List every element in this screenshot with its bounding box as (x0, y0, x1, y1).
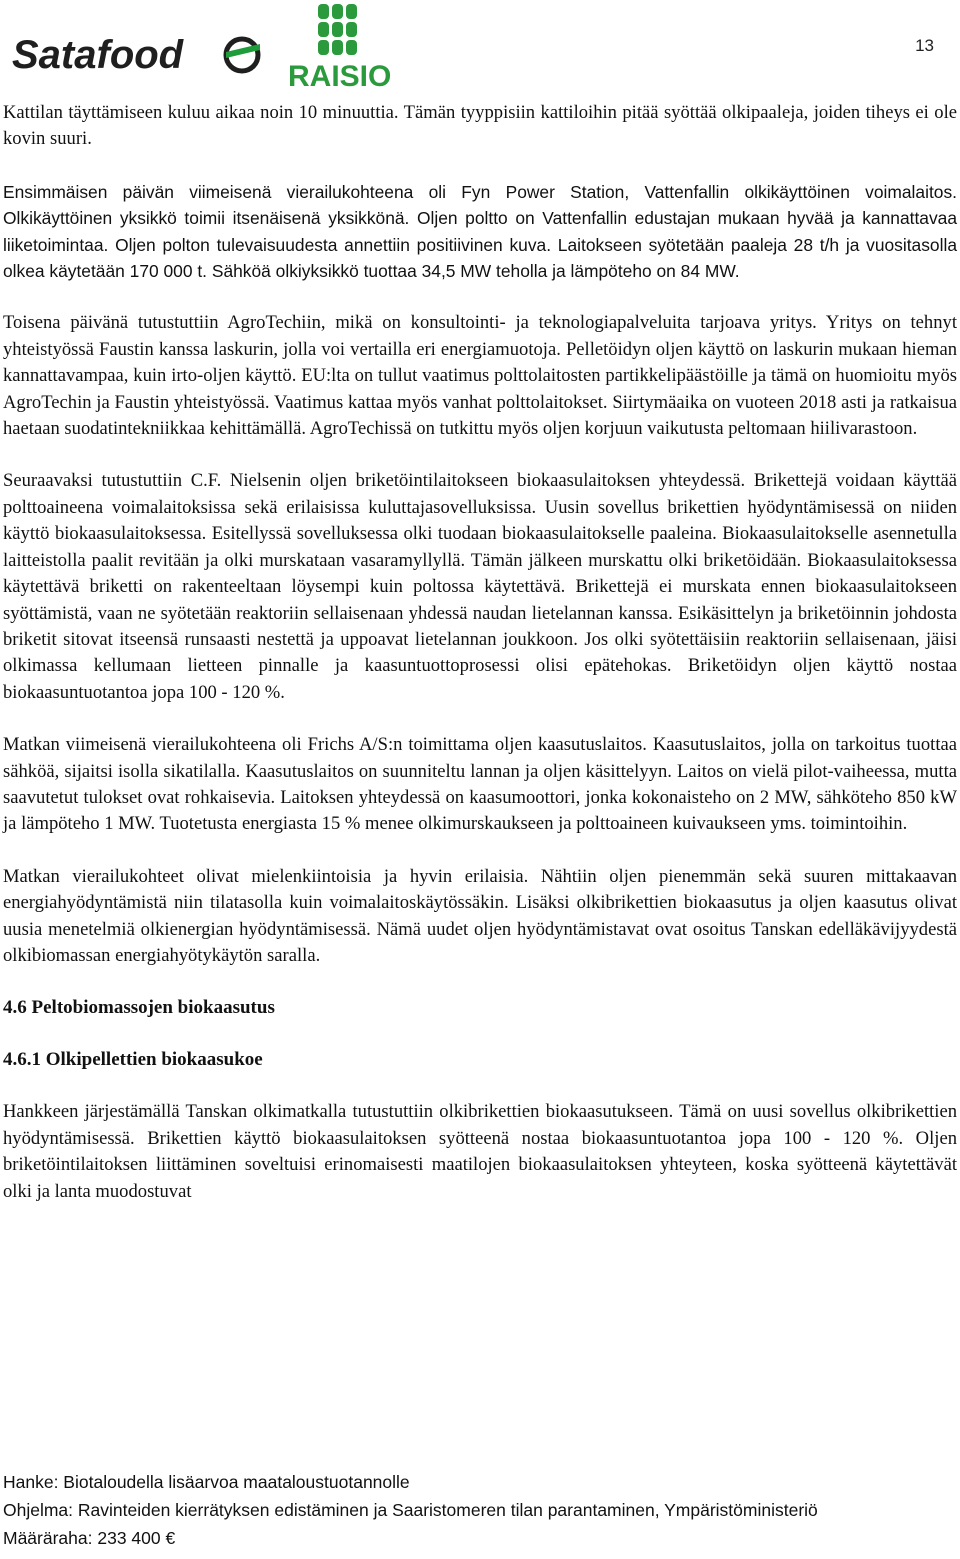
page-number: 13 (915, 36, 934, 55)
satafood-logo-text: Satafood (12, 33, 184, 77)
paragraph-kattila: Kattilan täyttämiseen kuluu aikaa noin 10 minuuttia. Tämän tyyppisiin kattiloihin pitää syöttää olkipaaleja, joiden tiheys ei ole kovin suuri. (3, 102, 957, 150)
satafood-fork-icon (226, 39, 260, 71)
section-heading: 4.6 Peltobiomassojen biokaasutus (3, 997, 275, 1019)
paragraph-frichs: Matkan viimeisenä vierailukohteena oli Frichs A/S:n toimittama oljen kaasutuslaitos. Kaasutuslaitos, jolla on tarkoitus tuottaa sähköä, sijaitsi isolla sikatilalla. Kaasutuslaitos on suunniteltu lannan ja oljen käsittelyyn. Laitos on vielä pilot-vaiheessa, mutta saavutetut tulokset ovat rohkaisevia. Laitoksen yhteydessä on kaasumoottori, jonka kokonaisteho on 2 MW, sähköteho 850 kW ja lämpöteho 1 MW. Tuotetusta energiasta 15 % menee olkimurskaukseen ja polttoaineen kuivaukseen yms. toimintoihin. (3, 734, 957, 835)
paragraph-agrotech: Toisena päivänä tutustuttiin AgroTechiin, mikä on konsultointi- ja teknologiapalveluita tarjoava yritys. Yritys on tehnyt yhteistyössä Faustin kanssa laskurin, jolla voi vertailla eri energiamuotoja. Pelletöidyn oljen käyttö on laskurin mukaan hieman kannattavampaa, kuin irto-oljen käyttö. EU:lta on tullut vaatimus polttolaitosten partikkelipäästöille ja tämä on huomioitu myös AgroTechin ja Faustin yhteistyössä. Vaatimus kattaa myös vanhat polttolaitokset. Siirtymäaika on vuoteen 2018 asti ja ratkaisua haetaan suodatintekniikkaa kehittämällä. AgroTechissä on tutkittu myös oljen korjuun vaikutusta peltomaan hiilivarastoon. (3, 312, 957, 440)
footer-programme: Ohjelma: Ravinteiden kierrätyksen edistäminen ja Saaristomeren tilan parantaminen, Ympäristöministeriö (3, 1500, 818, 1520)
footer-project: Hanke: Biotaloudella lisäarvoa maataloustuotannolle (3, 1472, 410, 1492)
page-footer (3, 1468, 957, 1552)
paragraph-section: Hankkeen järjestämällä Tanskan olkimatkalla tutustuttiin olkibrikettien biokaasutukseen. Tämä on uusi sovellus olkibrikettien hyödyntämisessä. Brikettien käyttö biokaasulaitoksen syötteenä nostaa biokaasuntuotantoa jopa 100 - 120 %. Oljen briketöintilaitoksen liittäminen soveltuisi erinomaisesti maatilojen biokaasulaitoksen yhteyteen, koska syötteenä käytettävät olki ja lanta muodostuvat (3, 1101, 957, 1202)
raisio-emblem-icon (318, 4, 357, 55)
satafood-logo (10, 24, 280, 80)
paragraph-fyn-power: Ensimmäisen päivän viimeisenä vierailukohteena oli Fyn Power Station, Vattenfallin olkikäyttöinen voimalaitos. Olkikäyttöinen yksikkö toimii itsenäisenä yksikkönä. Oljen poltto on Vattenfallin edustajan mukaan hyvää ja kannattavaa liiketoimintaa. Oljen polton tulevaisuudesta annettiin positiivinen kuva. Laitokseen syötetään paaleja 28 t/h ja vuositasolla olkea käytetään 170 000 t. Sähköä olkiyksikkö tuottaa 34,5 MW teholla ja lämpöteho on 84 MW. (3, 181, 957, 282)
paragraph-cf-nielsen: Seuraavaksi tutustuttiin C.F. Nielsenin oljen briketöintilaitokseen biokaasulaitoksen yhteydessä. Brikettejä voidaan käyttää polttoaineena voimalaitoksissa sekä erilaisissa kuluttajasovelluksissa. Uusin sovellus brikettien hyödyntämisessä on niiden käyttö biokaasulaitoksessa. Esitellyssä sovelluksessa olki tuodaan biokaasulaitokselle paaleina. Biokaasulaitokselle asennetulla laitteistolla paalit revitään ja olki murskataan vasaramyllyllä. Tämän jälkeen murskattu olki briketöidään. Biokaasulaitoksessa käytettävä briketti on rakenteeltaan löysempi kuin poltossa käytettävä. Brikettejä ei murskata ennen biokaasulaitokseen syöttämistä, vaan ne syötetään reaktoriin sellaisenaan yhdessä naudan lietelannan kanssa. Esikäsittelyn ja briketöinnin johdosta briketit sitovat itseensä runsaasti nestettä ja uppoavat lietelannan joukkoon. Jos olki syötettäisiin reaktoriin sellaisenaan, jäisi olkimassa kellumaan lietteen pinnalle ja kaasuntuottoprosessi olisi epätehokas. Briketöidyn oljen käyttö nostaa biokaasuntuotantoa jopa 100 - 120 %. (3, 470, 957, 703)
raisio-logo-text: RAISIO (288, 60, 392, 90)
paragraph-summary: Matkan vierailukohteet olivat mielenkiintoisia ja hyvin erilaisia. Nähtiin oljen pienemmän sekä suuren mittakaavan energiahyödyntämistä niin tilatasolla kuin voimalaitoskäytössäkin. Lisäksi olkibrikettien biokaasutus ja oljen kaasutus olivat uusia menetelmiä olkienergian hyödyntämisessä. Nämä uudet oljen hyödyntämistavat ovat osoitus Tanskan edelläkävijyydestä olkibiomassan energiahyötykäytön saralla. (3, 865, 957, 966)
document-body (3, 100, 957, 1231)
raisio-logo (286, 2, 398, 90)
subsection-heading: 4.6.1 Olkipellettien biokaasukoe (3, 1049, 263, 1071)
footer-budget: Määräraha: 233 400 € (3, 1528, 176, 1548)
page-header (0, 0, 960, 95)
